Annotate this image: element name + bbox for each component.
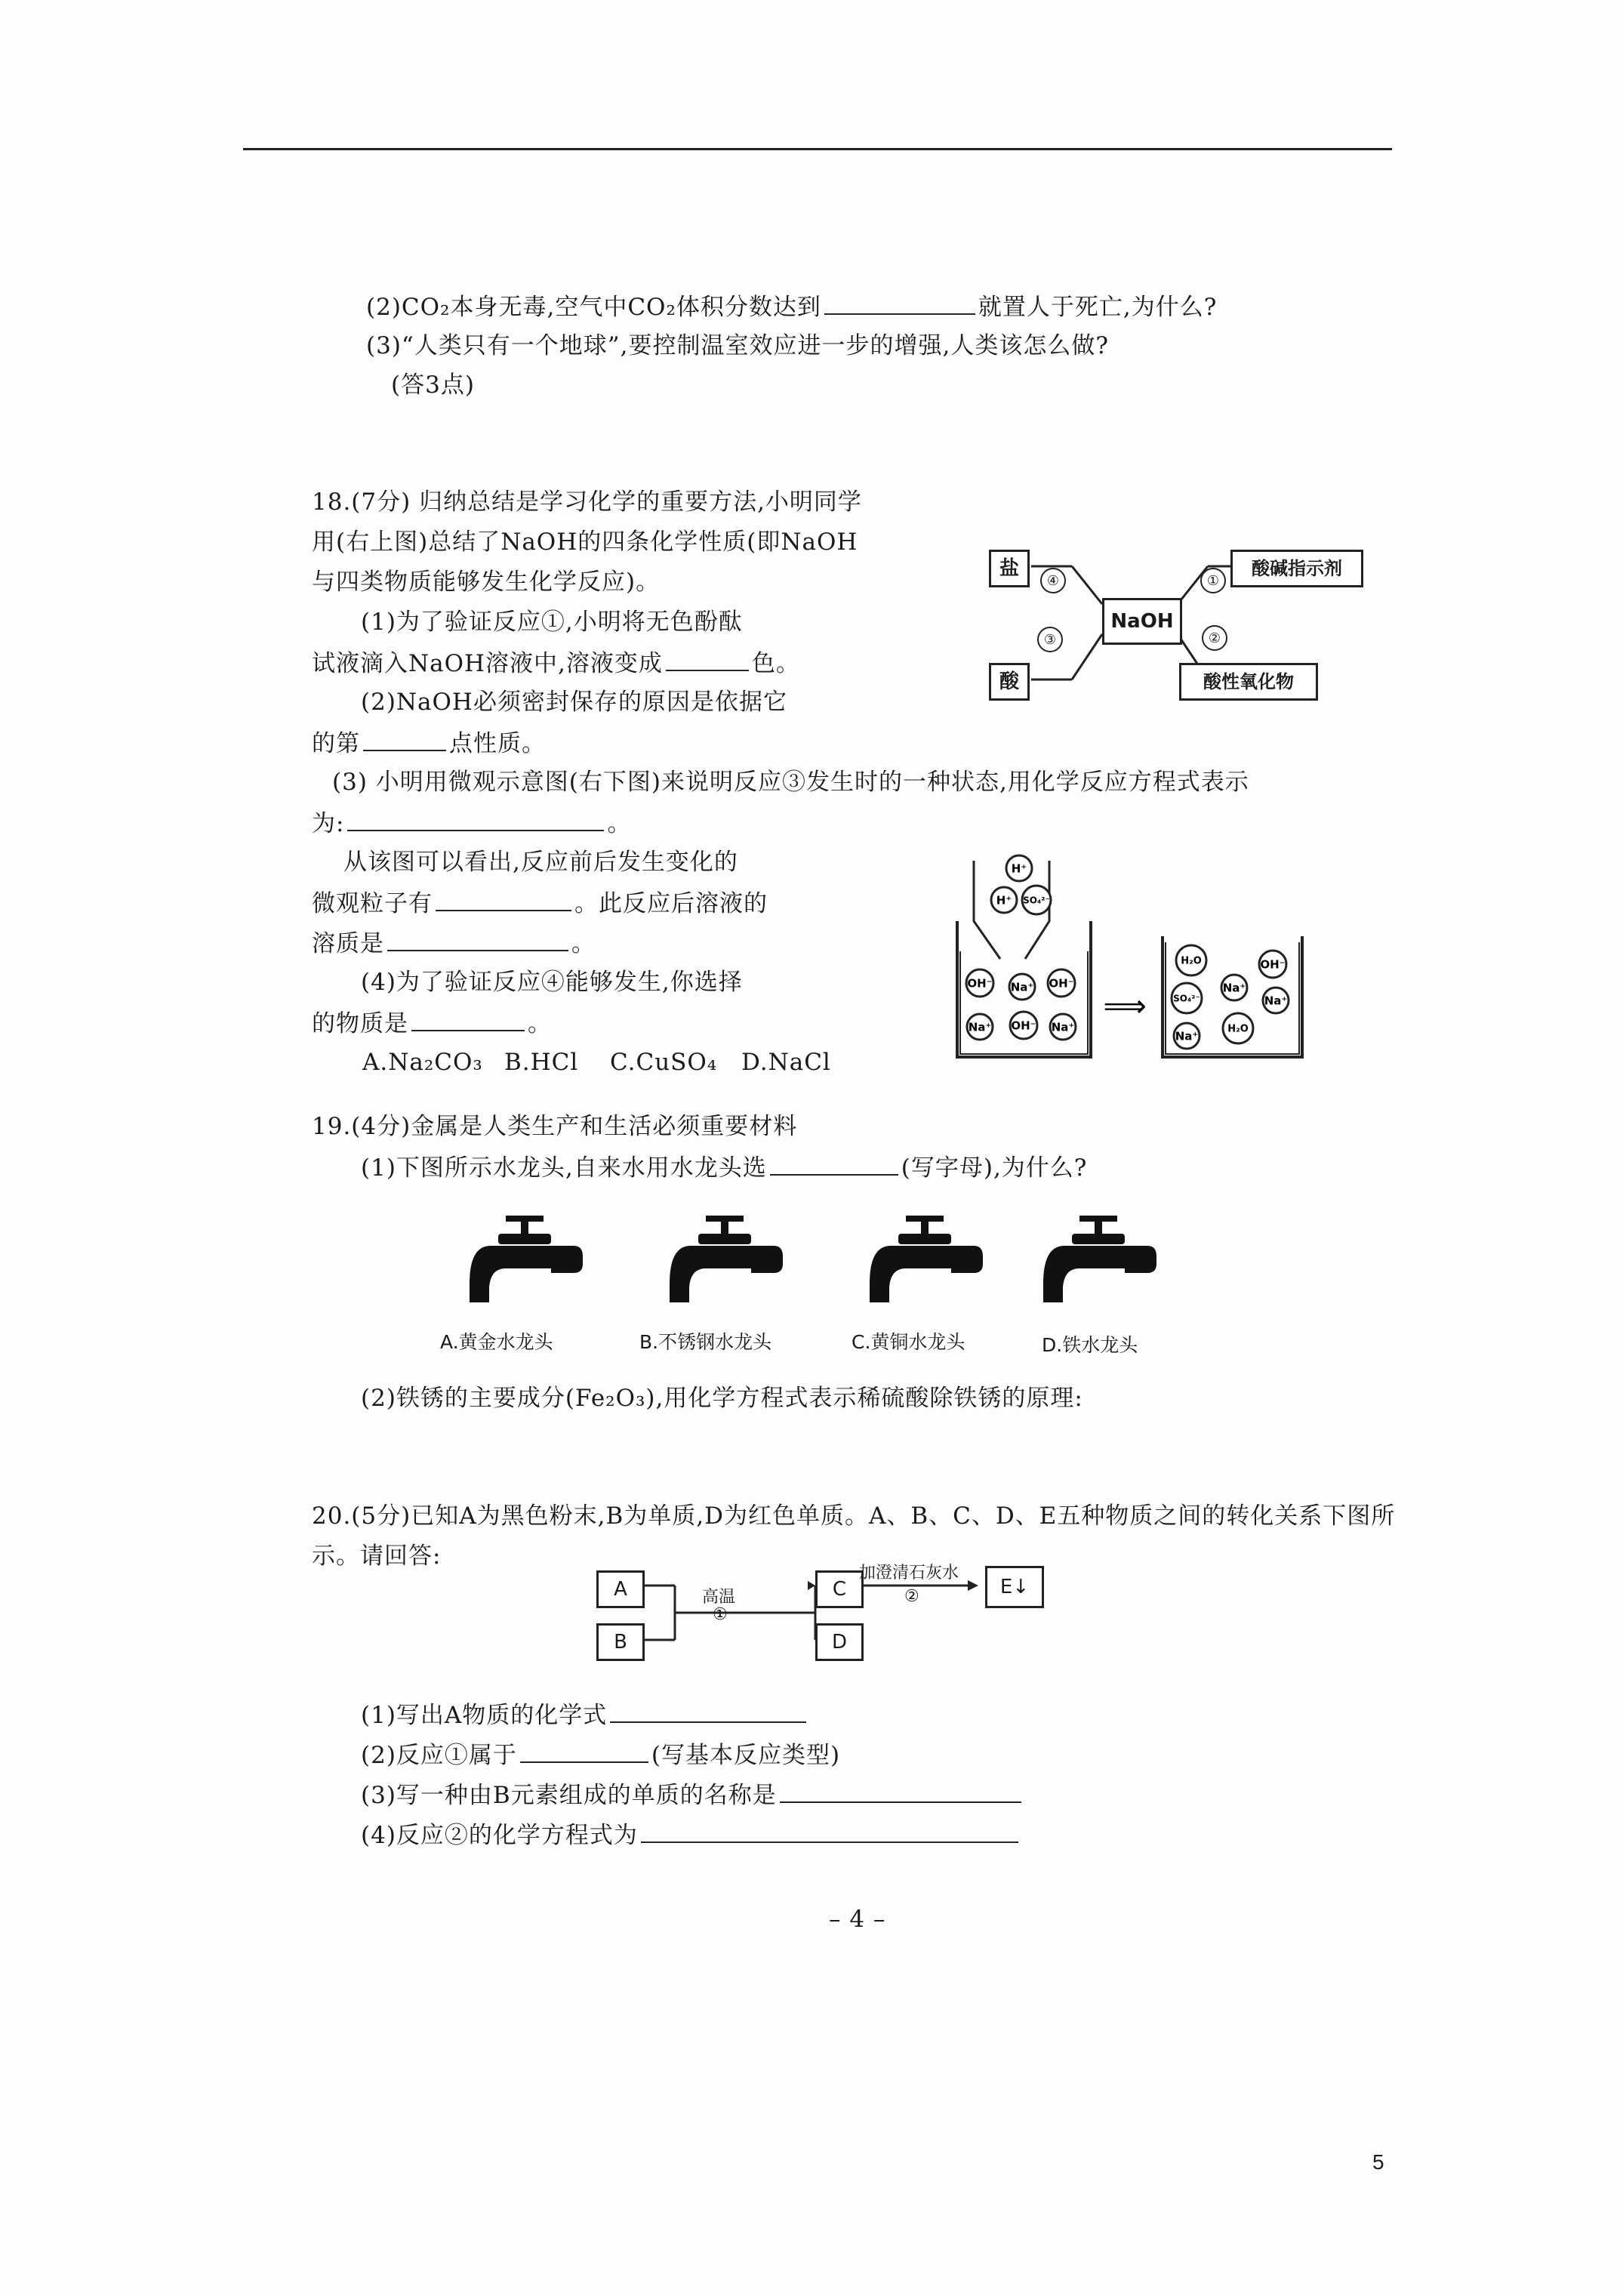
q19-line2	[361, 1151, 1087, 1183]
blank[interactable]	[411, 1007, 525, 1031]
ion-label: Na⁺	[1010, 980, 1034, 994]
q18-line8: (3) 小明用微观示意图(右下图)来说明反应③发生时的一种状态,用化学反应方程式表示	[332, 769, 1249, 796]
after-ion	[1263, 988, 1289, 1013]
blank[interactable]	[436, 887, 571, 911]
naoh-box: NaOH	[1102, 598, 1182, 645]
blank[interactable]	[780, 1779, 1021, 1803]
q17-part2-text: (2)CO₂本身无毒,空气中CO₂体积分数达到	[366, 294, 821, 321]
before-ion	[1010, 1012, 1037, 1039]
q20-answer2-tail: (写基本反应类型)	[651, 1742, 841, 1769]
before-ion	[1050, 1014, 1076, 1040]
after-ion	[1259, 951, 1286, 978]
q18-line5	[312, 647, 800, 679]
flow-condition-high-temp: 高温	[702, 1588, 736, 1607]
q18-line11-text: 微观粒子有	[312, 890, 433, 917]
q18-line10: 从该图可以看出,反应前后发生变化的	[343, 849, 738, 876]
faucet-a-icon	[460, 1216, 596, 1314]
blank[interactable]	[641, 1819, 1018, 1843]
flow-box-a: A	[596, 1570, 645, 1608]
q19-line1: 19.(4分)金属是人类生产和生活必须重要材料	[312, 1113, 798, 1140]
ion-label: SO₄²⁻	[1173, 993, 1200, 1004]
after-ion	[1172, 983, 1202, 1013]
ion-label: OH⁻	[1260, 957, 1286, 972]
after-ion	[1176, 945, 1206, 975]
drop-ion	[991, 887, 1017, 913]
reaction-3-label: ③	[1037, 627, 1063, 652]
flow-reaction-2: ②	[904, 1587, 919, 1606]
q18-line5-text: 试液滴入NaOH溶液中,溶液变成	[312, 650, 663, 677]
reaction-2-label: ②	[1202, 625, 1227, 651]
q18-line12	[312, 927, 596, 959]
top-rule	[243, 148, 1392, 150]
ion-label: Na⁺	[1264, 994, 1288, 1008]
after-ion	[1174, 1023, 1200, 1049]
ion-label: H⁺	[1011, 861, 1027, 876]
ion-label: OH⁻	[1011, 1019, 1036, 1033]
flow-box-c: C	[815, 1570, 864, 1608]
faucet-b-caption[interactable]: B.不锈钢水龙头	[639, 1331, 772, 1353]
blank[interactable]	[666, 647, 749, 671]
q17-part3: (3)“人类只有一个地球”,要控制温室效应进一步的增强,人类该怎么做?	[366, 332, 1109, 359]
q18-line11	[312, 887, 768, 919]
reaction-4-label: ④	[1040, 568, 1066, 593]
q18-line11-tail: 。此反应后溶液的	[574, 890, 768, 917]
q17-part2	[366, 291, 1217, 322]
q19-line3: (2)铁锈的主要成分(Fe₂O₃),用化学方程式表示稀硫酸除铁锈的原理:	[361, 1385, 1083, 1412]
q18-line4: (1)为了验证反应①,小明将无色酚酞	[361, 609, 743, 636]
q18-option-a[interactable]: A.Na₂CO₃	[362, 1049, 483, 1076]
faucet-c-caption[interactable]: C.黄铜水龙头	[852, 1331, 965, 1353]
before-ion	[1009, 974, 1035, 1000]
blank[interactable]	[347, 807, 604, 831]
flow-box-d: D	[815, 1623, 864, 1661]
salt-box: 盐	[989, 550, 1030, 587]
oxide-box: 酸性氧化物	[1179, 663, 1318, 701]
after-ion	[1221, 975, 1247, 1000]
q20-answer1	[361, 1699, 809, 1730]
q18-line14-text: 的物质是	[312, 1010, 408, 1037]
indicator-box: 酸碱指示剂	[1230, 550, 1363, 587]
before-ion	[967, 1014, 993, 1040]
before-ion	[1048, 969, 1075, 997]
q18-option-b[interactable]: B.HCl	[504, 1049, 579, 1076]
q18-line12-tail: 。	[571, 930, 596, 957]
q17-part2-tail: 就置人于死亡,为什么?	[978, 294, 1218, 321]
faucet-a-caption[interactable]: A.黄金水龙头	[440, 1331, 553, 1353]
blank[interactable]	[610, 1699, 806, 1723]
q20-answer2-text: (2)反应①属于	[361, 1742, 517, 1769]
page-number: 5	[1372, 2150, 1385, 2174]
ion-label: H₂O	[1227, 1023, 1249, 1035]
q18-line7	[312, 727, 546, 759]
ion-label: OH⁻	[1049, 976, 1074, 991]
drop-ion	[1006, 855, 1032, 881]
after-ion	[1223, 1013, 1253, 1043]
q20-answer4	[361, 1819, 1021, 1851]
q17-part3-note: (答3点)	[391, 371, 475, 399]
q18-line6: (2)NaOH必须密封保存的原因是依据它	[361, 689, 787, 716]
q18-line14-tail: 。	[528, 1010, 552, 1037]
naoh-property-diagram	[981, 529, 1342, 710]
q18-line7-text: 的第	[312, 730, 360, 757]
q18-line5-tail: 色。	[751, 650, 800, 677]
ion-label: Na⁺	[1051, 1020, 1075, 1034]
q20-answer1-text: (1)写出A物质的化学式	[361, 1702, 608, 1729]
q20-answer4-text: (4)反应②的化学方程式为	[361, 1822, 638, 1849]
ion-label: Na⁺	[1175, 1029, 1199, 1043]
q19-line2-text: (1)下图所示水龙头,自来水用水龙头选	[361, 1154, 767, 1182]
q20-line2: 示。请回答:	[312, 1542, 442, 1570]
q19-line2-tail: (写字母),为什么?	[901, 1154, 1088, 1182]
q18-line1: 18.(7分) 归纳总结是学习化学的重要方法,小明同学	[312, 488, 862, 516]
q18-line14	[312, 1007, 552, 1039]
micro-reaction-diagram	[944, 846, 1313, 1072]
reaction-1-label: ①	[1200, 568, 1226, 593]
q18-option-d[interactable]: D.NaCl	[741, 1049, 831, 1076]
q18-line3: 与四类物质能够发生化学反应)。	[312, 569, 661, 596]
acid-box: 酸	[989, 663, 1030, 701]
before-ion	[966, 969, 993, 997]
q18-line2: 用(右上图)总结了NaOH的四条化学性质(即NaOH	[312, 529, 858, 556]
flow-box-e: E↓	[985, 1566, 1044, 1608]
ion-label: OH⁻	[967, 976, 993, 991]
inner-page-number: – 4 –	[829, 1906, 886, 1933]
blank[interactable]	[770, 1151, 898, 1176]
q20-answer3-text: (3)写一种由B元素组成的单质的名称是	[361, 1782, 777, 1809]
faucet-c-icon	[861, 1216, 996, 1314]
flow-condition-limewater: 加澄清石灰水	[859, 1564, 959, 1583]
faucet-b-icon	[661, 1216, 796, 1314]
q20-line1: 20.(5分)已知A为黑色粉末,B为单质,D为红色单质。A、B、C、D、E五种物质之间的转化关系下图所	[312, 1502, 1396, 1530]
ion-label: H⁺	[996, 893, 1012, 908]
q18-line12-text: 溶质是	[312, 930, 384, 957]
blank[interactable]	[387, 927, 568, 951]
ion-label: Na⁺	[1222, 981, 1246, 995]
drop-ion	[1022, 886, 1051, 914]
q20-answer2	[361, 1739, 840, 1771]
ion-label: H₂O	[1181, 955, 1202, 967]
q18-line9-tail: 。	[607, 810, 632, 837]
blank[interactable]	[363, 727, 446, 751]
q18-line9	[312, 807, 631, 839]
blank[interactable]	[520, 1739, 648, 1763]
q20-answer3	[361, 1779, 1024, 1811]
faucet-d-icon	[1034, 1216, 1170, 1314]
q18-line13: (4)为了验证反应④能够发生,你选择	[361, 969, 743, 996]
reaction-arrow: ⟹	[1103, 989, 1147, 1024]
q18-line9-text: 为:	[312, 810, 345, 837]
ion-label: Na⁺	[968, 1020, 992, 1034]
flow-box-b: B	[596, 1623, 645, 1661]
blank[interactable]	[824, 291, 975, 315]
ion-label: SO₄²⁻	[1023, 895, 1050, 906]
q18-line7-tail: 点性质。	[449, 730, 546, 757]
faucet-d-caption[interactable]: D.铁水龙头	[1042, 1334, 1138, 1356]
q18-option-c[interactable]: C.CuSO₄	[610, 1049, 718, 1076]
flow-reaction-1: ①	[713, 1605, 728, 1624]
